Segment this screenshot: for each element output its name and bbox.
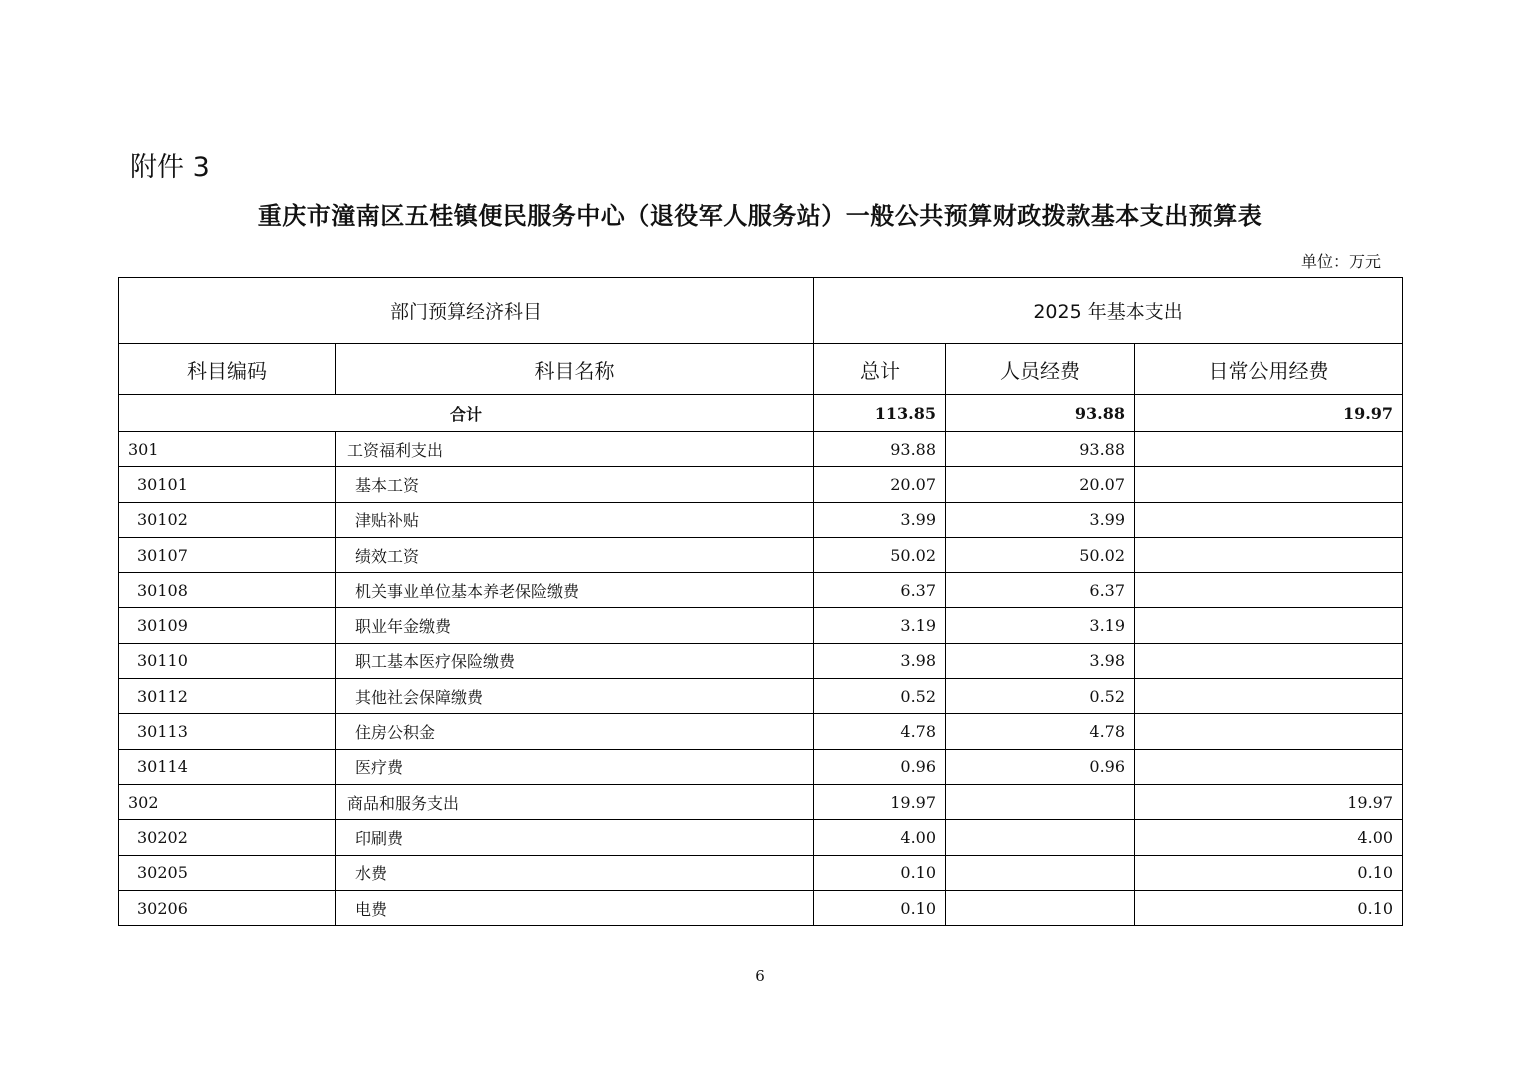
row-total: 4.78 xyxy=(814,714,946,749)
row-personnel: 3.19 xyxy=(946,608,1135,643)
budget-table xyxy=(118,277,1403,926)
row-name: 职工基本医疗保险缴费 xyxy=(336,643,814,678)
row-name: 住房公积金 xyxy=(336,714,814,749)
table-row xyxy=(119,502,1403,537)
row-personnel xyxy=(946,820,1135,855)
row-name: 津贴补贴 xyxy=(336,502,814,537)
row-total: 0.10 xyxy=(814,855,946,890)
page-number: 6 xyxy=(755,967,765,985)
row-public xyxy=(1135,573,1403,608)
row-total: 93.88 xyxy=(814,432,946,467)
header-group-economic-subject: 部门预算经济科目 xyxy=(119,278,814,344)
column-header-public: 日常公用经费 xyxy=(1135,344,1403,395)
unit-label: 单位：万元 xyxy=(1301,252,1382,271)
row-public xyxy=(1135,467,1403,502)
row-public xyxy=(1135,502,1403,537)
row-code: 30110 xyxy=(119,643,336,678)
row-code: 30206 xyxy=(119,890,336,925)
row-public xyxy=(1135,608,1403,643)
table-row xyxy=(119,784,1403,819)
row-total: 0.96 xyxy=(814,749,946,784)
row-name: 电费 xyxy=(336,890,814,925)
row-public xyxy=(1135,643,1403,678)
row-code: 30109 xyxy=(119,608,336,643)
row-name: 职业年金缴费 xyxy=(336,608,814,643)
table-row xyxy=(119,890,1403,925)
column-header-personnel: 人员经费 xyxy=(946,344,1135,395)
column-header-code: 科目编码 xyxy=(119,344,336,395)
row-total: 20.07 xyxy=(814,467,946,502)
attachment-label: 附件 3 xyxy=(130,152,210,183)
row-total: 3.19 xyxy=(814,608,946,643)
row-code: 30102 xyxy=(119,502,336,537)
column-header-row xyxy=(119,344,1403,395)
table-row xyxy=(119,432,1403,467)
row-personnel xyxy=(946,784,1135,819)
page-title: 重庆市潼南区五桂镇便民服务中心（退役军人服务站）一般公共预算财政拨款基本支出预算表 xyxy=(257,202,1263,230)
row-personnel: 6.37 xyxy=(946,573,1135,608)
row-name: 工资福利支出 xyxy=(336,432,814,467)
row-name: 机关事业单位基本养老保险缴费 xyxy=(336,573,814,608)
row-code: 30202 xyxy=(119,820,336,855)
row-total: 4.00 xyxy=(814,820,946,855)
row-total: 0.10 xyxy=(814,890,946,925)
row-code: 30114 xyxy=(119,749,336,784)
row-code: 301 xyxy=(119,432,336,467)
row-name: 医疗费 xyxy=(336,749,814,784)
table-row xyxy=(119,749,1403,784)
row-public xyxy=(1135,714,1403,749)
row-code: 30112 xyxy=(119,679,336,714)
row-code: 30101 xyxy=(119,467,336,502)
table-row xyxy=(119,855,1403,890)
row-name: 绩效工资 xyxy=(336,537,814,572)
row-public xyxy=(1135,749,1403,784)
row-personnel: 3.99 xyxy=(946,502,1135,537)
column-header-total: 总计 xyxy=(814,344,946,395)
row-code: 30108 xyxy=(119,573,336,608)
row-name: 商品和服务支出 xyxy=(336,784,814,819)
row-personnel xyxy=(946,855,1135,890)
row-personnel xyxy=(946,890,1135,925)
row-personnel: 3.98 xyxy=(946,643,1135,678)
row-name: 基本工资 xyxy=(336,467,814,502)
row-total: 19.97 xyxy=(814,784,946,819)
table-row xyxy=(119,714,1403,749)
row-name: 其他社会保障缴费 xyxy=(336,679,814,714)
total-personnel: 93.88 xyxy=(946,395,1135,432)
table-row xyxy=(119,679,1403,714)
total-label: 合计 xyxy=(119,395,814,432)
header-group-basic-expenditure: 2025 年基本支出 xyxy=(814,278,1403,344)
table-row xyxy=(119,573,1403,608)
table-row xyxy=(119,467,1403,502)
row-personnel: 0.96 xyxy=(946,749,1135,784)
column-header-name: 科目名称 xyxy=(336,344,814,395)
row-public: 0.10 xyxy=(1135,855,1403,890)
row-public: 19.97 xyxy=(1135,784,1403,819)
row-personnel: 20.07 xyxy=(946,467,1135,502)
total-row xyxy=(119,395,1403,432)
row-name: 水费 xyxy=(336,855,814,890)
row-total: 3.99 xyxy=(814,502,946,537)
row-code: 302 xyxy=(119,784,336,819)
table-row xyxy=(119,820,1403,855)
total-public: 19.97 xyxy=(1135,395,1403,432)
row-personnel: 93.88 xyxy=(946,432,1135,467)
row-name: 印刷费 xyxy=(336,820,814,855)
row-code: 30205 xyxy=(119,855,336,890)
row-personnel: 0.52 xyxy=(946,679,1135,714)
row-public xyxy=(1135,679,1403,714)
row-personnel: 4.78 xyxy=(946,714,1135,749)
header-group-row xyxy=(119,278,1403,344)
row-personnel: 50.02 xyxy=(946,537,1135,572)
row-code: 30113 xyxy=(119,714,336,749)
table-row xyxy=(119,537,1403,572)
row-public: 4.00 xyxy=(1135,820,1403,855)
row-public xyxy=(1135,537,1403,572)
total-total: 113.85 xyxy=(814,395,946,432)
row-total: 6.37 xyxy=(814,573,946,608)
row-total: 50.02 xyxy=(814,537,946,572)
row-total: 0.52 xyxy=(814,679,946,714)
table-row xyxy=(119,643,1403,678)
row-public xyxy=(1135,432,1403,467)
row-code: 30107 xyxy=(119,537,336,572)
row-total: 3.98 xyxy=(814,643,946,678)
table-row xyxy=(119,608,1403,643)
row-public: 0.10 xyxy=(1135,890,1403,925)
